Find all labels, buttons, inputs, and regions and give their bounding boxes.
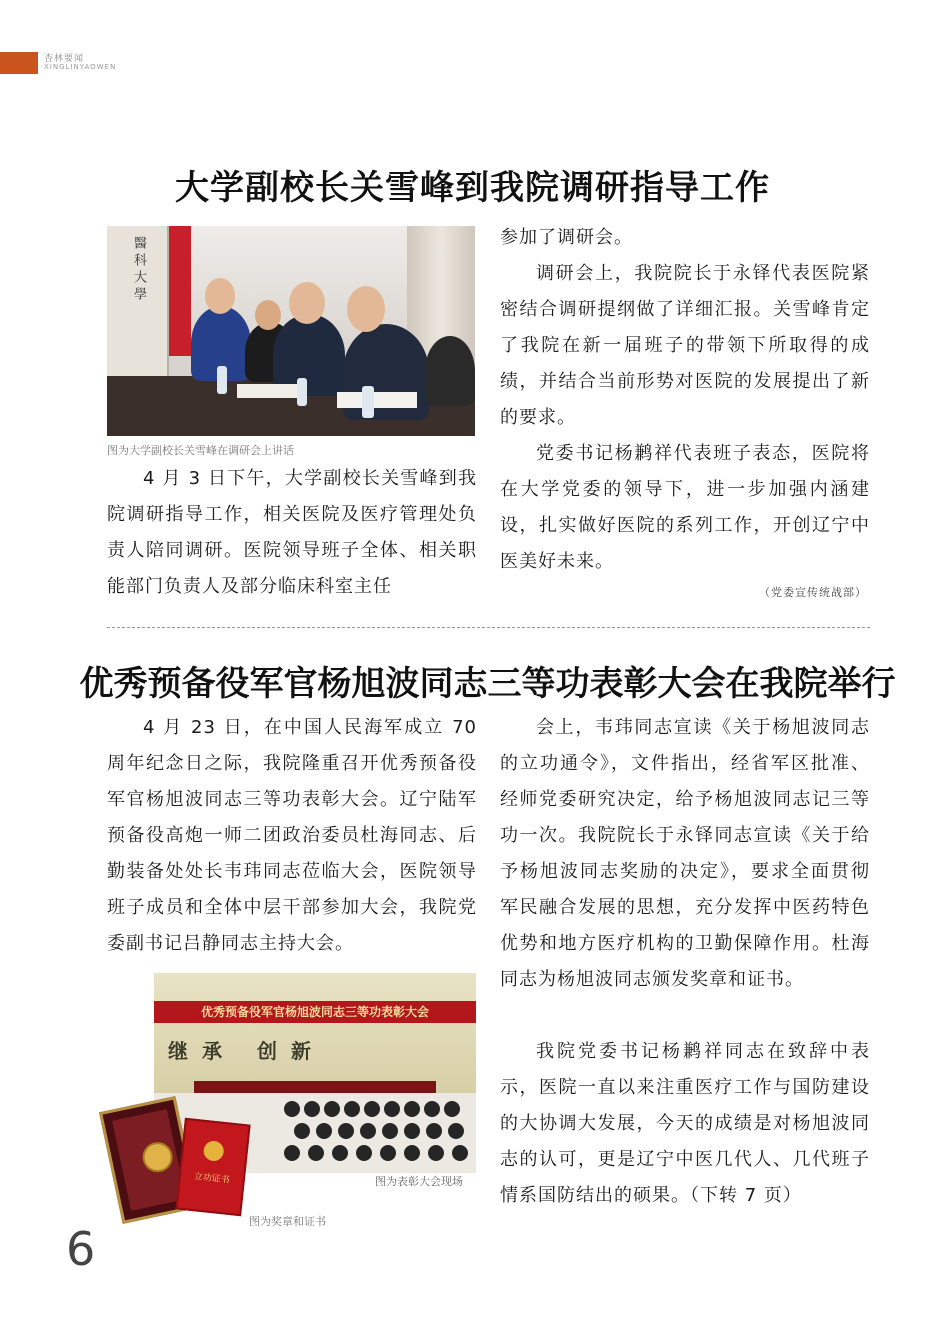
section-label: 杏林要闻 bbox=[44, 54, 85, 64]
article-paragraph: 参加了调研会。 bbox=[500, 227, 633, 248]
article-paragraph: 4 月 3 日下午，大学副校长关雪峰到我院调研指导工作，相关医院及医疗管理处负责人陪同调研。医院领导班子全体、相关职能部门负责人及部分临床科室主任 bbox=[107, 468, 477, 597]
meeting-photo bbox=[107, 226, 475, 436]
article-paragraph: 党委书记杨鹣祥代表班子表态，医院将在大学党委的领导下，进一步加强内涵建设，扎实做好医院的系列工作，开创辽宁中医美好未来。 bbox=[500, 443, 870, 572]
photo-caption: 图为表彰大会现场 bbox=[375, 1175, 463, 1188]
photo-caption: 图为大学副校长关雪峰在调研会上讲话 bbox=[107, 444, 294, 457]
ceremony-backdrop-text: 继承 创新 bbox=[168, 1039, 325, 1063]
section-label-english: XINGLINYAOWEN bbox=[44, 63, 117, 71]
article-paragraph: 4 月 23 日，在中国人民海军成立 70 周年纪念日之际，我院隆重召开优秀预备役军官杨旭波同志三等功表彰大会。辽宁陆军预备役高炮一师二团政治委员杜海同志、后勤装备处处长韦玮同志莅临大会，医院领导班子成员和全体中层干部参加大会，我院党委副书记吕静同志主持大会。 bbox=[107, 717, 477, 954]
section-color-block bbox=[0, 52, 38, 74]
medal-and-certificate-photo bbox=[110, 1103, 260, 1218]
article-title: 优秀预备役军官杨旭波同志三等功表彰大会在我院举行 bbox=[79, 664, 896, 704]
article-title: 大学副校长关雪峰到我院调研指导工作 bbox=[175, 168, 770, 208]
photo-caption: 图为奖章和证书 bbox=[249, 1215, 326, 1228]
article-paragraph: 会上，韦玮同志宣读《关于杨旭波同志的立功通令》，文件指出，经省军区批准、经师党委研究决定，给予杨旭波同志记三等功一次。我院院长于永铎同志宣读《关于给予杨旭波同志奖励的决定》，要求全面贯彻军民融合发展的思想，充分发挥中医药特色优势和地方医疗机构的卫勤保障作用。杜海同志为杨旭波同志颁发奖章和证书。 bbox=[500, 717, 870, 990]
calligraphy-panel: 醫科大學 bbox=[107, 226, 169, 416]
section-divider bbox=[107, 627, 870, 628]
ceremony-banner: 优秀预备役军官杨旭波同志三等功表彰大会 bbox=[154, 1001, 476, 1023]
article-source: （党委宣传统战部） bbox=[759, 586, 867, 599]
certificate: 立功证书 bbox=[175, 1118, 250, 1216]
page-number: 6 bbox=[66, 1222, 96, 1276]
article-paragraph: 我院党委书记杨鹣祥同志在致辞中表示，医院一直以来注重医疗工作与国防建设的大协调大发展，今天的成绩是对杨旭波同志的认可，更是辽宁中医几代人、几代班子情系国防结出的硕果。（下转 7 页） bbox=[500, 1041, 870, 1206]
article-paragraph: 调研会上，我院院长于永铎代表医院紧密结合调研提纲做了详细汇报。关雪峰肯定了我院在新一届班子的带领下所取得的成绩，并结合当前形势对医院的发展提出了新的要求。 bbox=[500, 263, 870, 428]
medal bbox=[140, 1139, 176, 1175]
flag bbox=[169, 226, 191, 356]
